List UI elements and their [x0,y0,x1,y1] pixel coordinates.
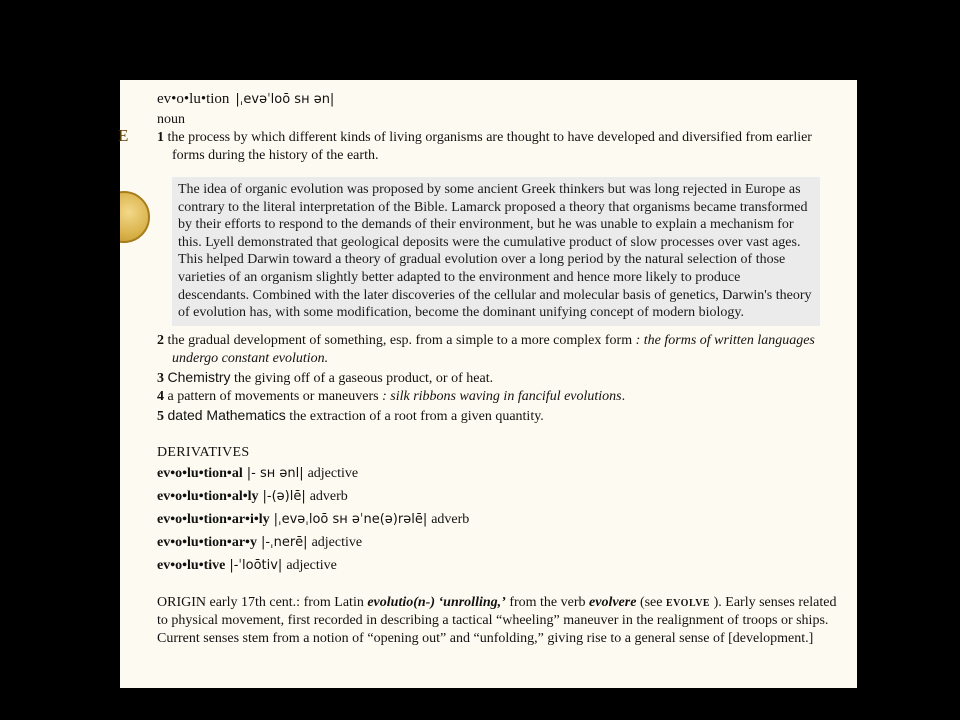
sense-text: the gradual development of something, esp. from a simple to a more complex form [167,332,633,348]
derivative-pos: adverb [431,511,470,527]
sense-text: the giving off of a gaseous product, or of heat. [234,370,494,386]
origin-section [157,594,837,648]
sense-2 [157,332,837,368]
sense-number: 2 [157,332,164,348]
part-of-speech: noun [157,112,185,127]
origin-term-latin: evolutio(n-) ‘unrolling,’ [367,594,506,610]
derivative-word: ev•o•lu•tive [157,557,226,573]
derivative-word: ev•o•lu•tion•ar•y [157,534,257,550]
sense-5 [157,406,837,426]
origin-text-2: from the verb [509,594,586,610]
sense-label: dated Mathematics [167,406,286,423]
sense-text: the process by which different kinds of living organisms are thought to have developed and diversified from earlier forms during the history of the earth. [167,130,812,163]
derivative-pos: adjective [307,465,359,481]
origin-crossref-link[interactable]: evolve [665,594,711,610]
sense-number: 1 [157,130,164,145]
sense-number: 4 [157,388,164,404]
derivative-item [157,462,837,485]
headword-pronunciation: |ˌevəˈloō sʜ ən| [235,92,335,107]
derivative-item [157,508,837,531]
badge-letter: E [118,126,129,145]
sense-example: : the forms of written languages undergo constant evolution. [172,332,815,366]
sense-text: a pattern of movements or maneuvers [167,388,379,404]
sense-text: the extraction of a root from a given quantity. [289,408,544,424]
derivative-pronunciation: |-ˌnerē| [260,534,308,550]
derivative-pos: adjective [311,534,363,550]
derivative-pronunciation: |-(ə)lē| [262,488,306,504]
derivative-pos: adjective [286,557,337,573]
derivative-pronunciation: |-ˈloōtiv| [229,557,283,573]
derivative-word: ev•o•lu•tion•ar•i•ly [157,511,270,527]
sense-4 [157,388,837,406]
origin-label: ORIGIN [157,594,206,610]
derivatives-heading: DERIVATIVES [157,444,250,460]
sense-trail: . [621,388,626,404]
entry-content [157,90,837,648]
sense-number: 3 [157,370,164,386]
sense-number: 5 [157,408,164,424]
headword-line [157,90,837,110]
derivative-word: ev•o•lu•tion•al•ly [157,488,259,504]
derivative-item [157,531,837,554]
origin-term-verb: evolvere [589,594,637,610]
origin-text-1: early 17th cent.: from Latin [209,594,364,610]
sense-1 [157,129,837,165]
origin-text-4: ). Early senses related to physical movement, first recorded in describing a tactical “wheeling” maneuver in the realignment of troops or ships. Current senses stem from a notion of “opening out” and “unfolding,” giving rise to a general sense of [development.] [157,594,837,646]
usage-note: The idea of organic evolution was proposed by some ancient Greek thinkers but was long rejected in Europe as contrary to the literal interpretation of the Bible. Lamarck proposed a theory that organisms became transformed by their efforts to respond to the demands of their environment, but he was unable to explain a mechanism for this. Lyell demonstrated that geological deposits were the cumulative product of slow processes over vast ages. This helped Darwin toward a theory of gradual evolution over a long period by the natural selection of those varieties of an organism slightly better adapted to the environment and hence more likely to produce descendants. Combined with the later discoveries of the cellular and molecular basis of genetics, Darwin's theory of evolution has, with some modification, become the dominant unifying concept of modern biology. [172,177,820,326]
derivative-word: ev•o•lu•tion•al [157,465,243,481]
headword: ev•o•lu•tion [157,91,230,107]
sense-3 [157,368,837,388]
sense-label: Chemistry [167,368,231,385]
derivative-pronunciation: |ˌevəˌloō sʜ əˈne(ə)rəlē| [273,511,428,527]
derivative-item [157,485,837,508]
derivative-pronunciation: |- sʜ ənl| [246,465,304,481]
entry-content-layer [120,80,857,688]
origin-text-3: (see [639,594,663,610]
sense-example: : silk ribbons waving in fanciful evolutions [382,388,622,404]
derivative-pos: adverb [309,488,348,504]
derivative-item [157,554,837,577]
